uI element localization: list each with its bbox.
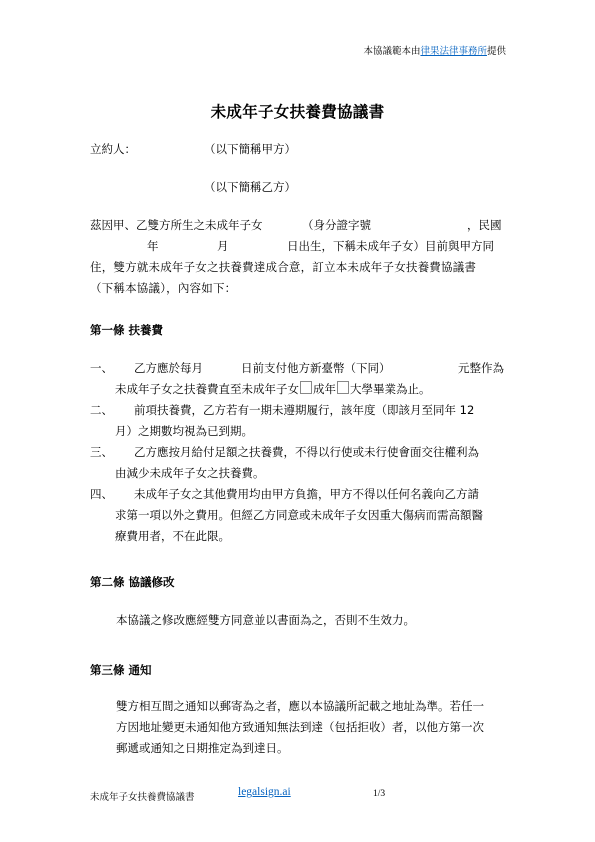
header-note-prefix: 本協議範本由 xyxy=(363,46,421,57)
party-a-alias: （以下簡稱甲方） xyxy=(204,142,296,156)
item-2-l2: 月）之期數均視為已到期。 xyxy=(115,424,253,438)
article-1-item-2 xyxy=(90,400,506,442)
law-firm-link[interactable]: 律果法律事務所 xyxy=(420,46,487,57)
article-3-l3: 郵遞或通知之日期推定為到達日。 xyxy=(116,741,289,755)
item-number: 一、 xyxy=(90,361,113,375)
article-3-heading: 第三條 通知 xyxy=(90,663,152,677)
article-3-paragraph xyxy=(116,696,508,759)
document-title: 未成年子女扶養費協議書 xyxy=(210,103,385,121)
article-1-heading: 第一條 扶養費 xyxy=(90,323,164,337)
item-1-l2a: 未成年子女之扶養費直至未成年子女 xyxy=(115,382,299,396)
footer-page-number: 1/3 xyxy=(373,789,386,799)
intro-l3: 住，雙方就未成年子女之扶養費達成合意，訂立本未成年子女扶養費協議書 xyxy=(90,260,477,274)
item-number: 二、 xyxy=(90,403,113,417)
article-1-item-4 xyxy=(90,484,506,547)
intro-l2c: 日出生，下稱未成年子女）目前與甲方同 xyxy=(287,239,494,253)
intro-l2a: 年 xyxy=(147,239,159,253)
item-2-l1: 前項扶養費，乙方若有一期未遵期履行，該年度（即該月至同年 12 xyxy=(134,403,475,417)
header-note xyxy=(363,43,506,57)
item-4-l1: 未成年子女之其他費用均由甲方負擔，甲方不得以任何名義向乙方請 xyxy=(134,487,479,501)
intro-l2b: 月 xyxy=(217,239,229,253)
article-3-l1: 雙方相互間之通知以郵寄為之者，應以本協議所記載之地址為準。若任一 xyxy=(116,699,484,713)
item-3-l2: 由減少未成年子女之扶養費。 xyxy=(115,466,265,480)
footer-site-link[interactable]: legalsign.ai xyxy=(238,786,291,798)
item-1-l1a: 乙方應於每月 xyxy=(134,361,203,375)
item-1-l1c: 元整作為 xyxy=(458,361,504,375)
intro-l1a: 茲因甲、乙雙方所生之未成年子女 xyxy=(90,218,263,232)
article-3-l2: 方因地址變更未通知他方致通知無法到達（包括拒收）者，以他方第一次 xyxy=(116,720,484,734)
checkbox-university[interactable] xyxy=(337,381,349,394)
party-b-alias: （以下簡稱乙方） xyxy=(204,180,296,194)
item-1-l2c: 大學畢業為止。 xyxy=(350,382,431,396)
article-2-text: 本協議之修改應經雙方同意並以書面為之，否則不生效力。 xyxy=(116,613,415,627)
item-1-l2b: 成年 xyxy=(313,382,336,396)
article-1-item-3 xyxy=(90,442,506,484)
intro-l1b: （身分證字號 xyxy=(302,218,371,232)
item-4-l3: 療費用者，不在此限。 xyxy=(115,529,230,543)
footer-doc-name: 未成年子女扶養費協議書 xyxy=(90,792,195,803)
intro-paragraph xyxy=(90,215,506,299)
item-4-l2: 求第一項以外之費用。但經乙方同意或未成年子女因重大傷病而需高額醫 xyxy=(115,508,483,522)
item-1-l1b: 日前支付他方新臺幣（下同） xyxy=(241,361,391,375)
checkbox-adulthood[interactable] xyxy=(300,381,312,394)
intro-l4: （下稱本協議），內容如下： xyxy=(90,281,237,295)
article-2-heading: 第二條 協議修改 xyxy=(90,575,175,589)
parties-label: 立約人： xyxy=(90,142,136,156)
header-note-suffix: 提供 xyxy=(486,46,506,57)
item-number: 三、 xyxy=(90,445,113,459)
article-1-item-1 xyxy=(90,358,506,400)
intro-l1c: ，民國 xyxy=(467,218,502,232)
item-number: 四、 xyxy=(90,487,113,501)
item-3-l1: 乙方應按月給付足額之扶養費，不得以行使或未行使會面交往權利為 xyxy=(134,445,479,459)
